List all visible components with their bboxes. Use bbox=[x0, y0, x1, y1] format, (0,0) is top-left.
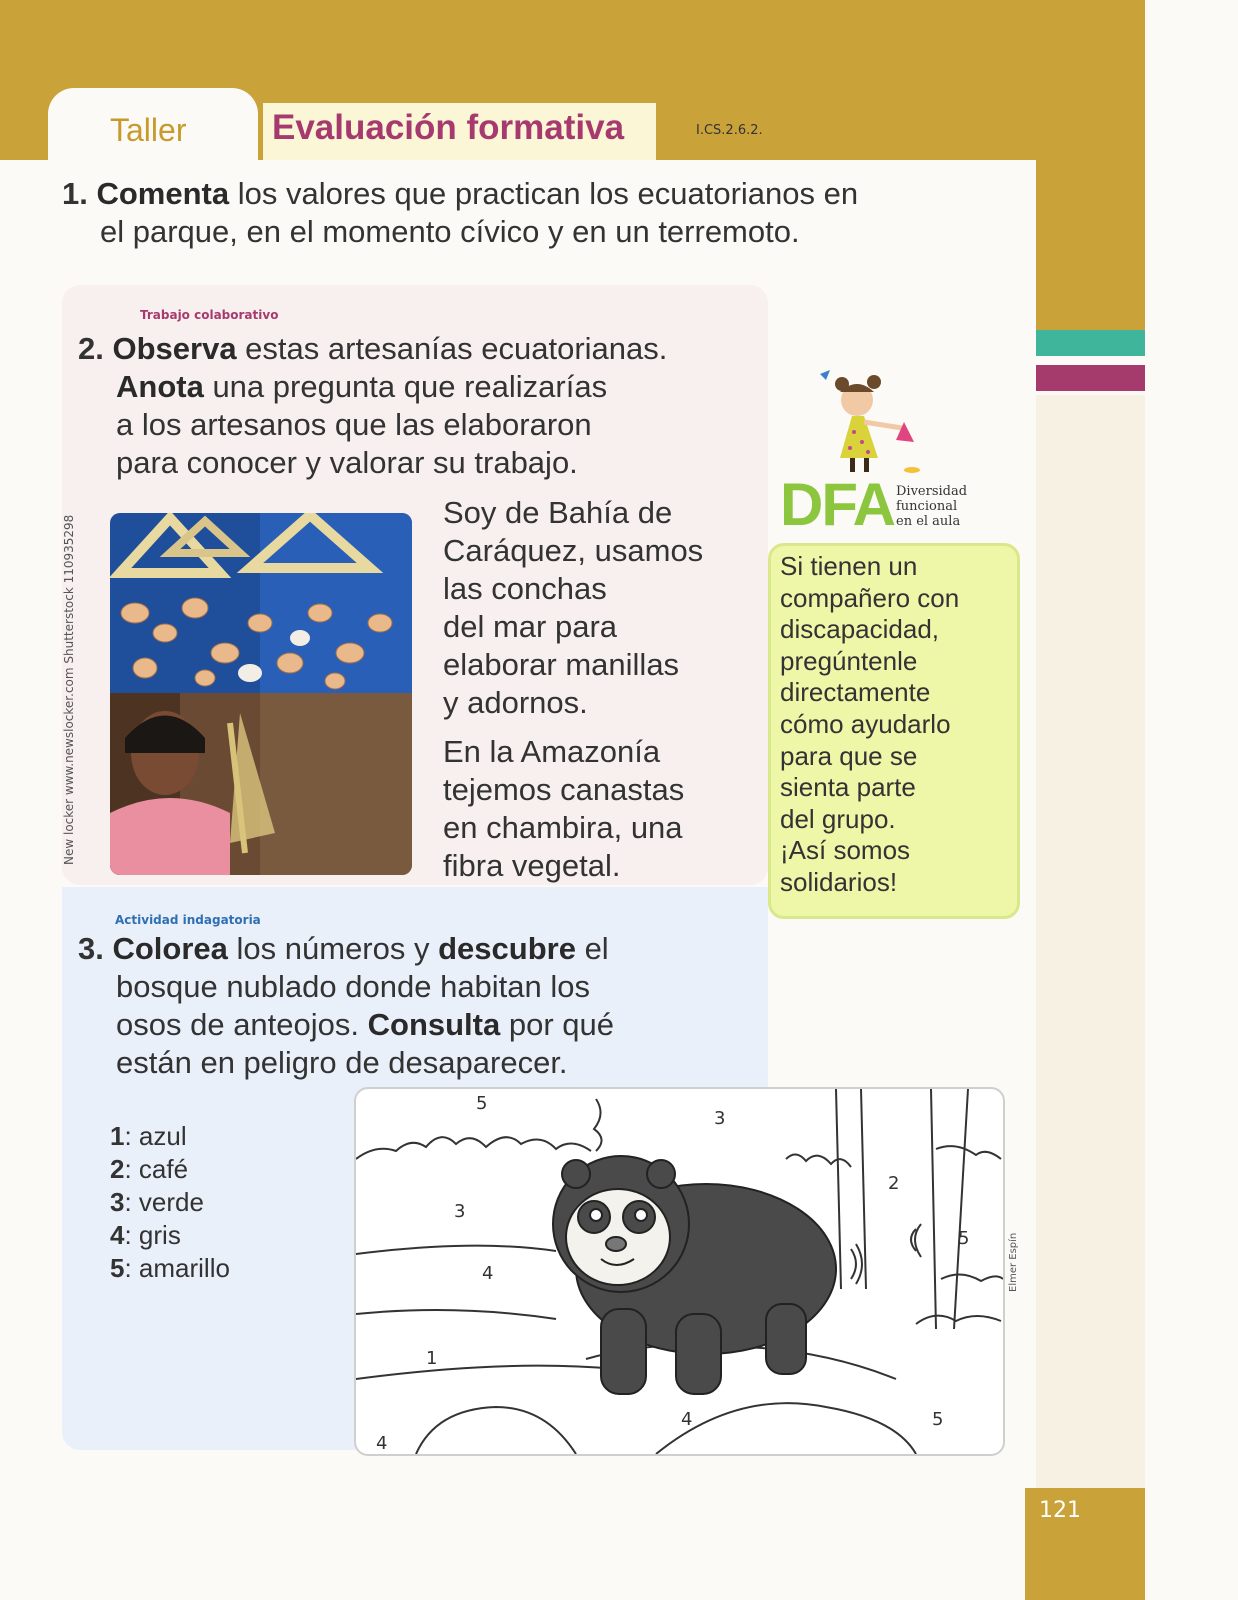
activity-type-label: Trabajo colaborativo bbox=[140, 308, 279, 322]
region-number: 4 bbox=[681, 1409, 693, 1430]
note-line: sienta parte bbox=[780, 772, 916, 803]
craft-description-2 bbox=[443, 733, 733, 885]
teal-stripe bbox=[1036, 330, 1145, 356]
note-line: solidarios! bbox=[780, 866, 898, 897]
legend-item: 3: verde bbox=[110, 1187, 204, 1217]
note-line: del grupo. bbox=[780, 803, 896, 834]
q3-text: el bbox=[575, 931, 609, 966]
q2-line3: a los artesanos que las elaboraron bbox=[116, 407, 592, 442]
girl-illustration bbox=[812, 362, 942, 482]
question-2 bbox=[78, 330, 738, 482]
note-line: discapacidad, bbox=[780, 614, 939, 645]
q3-text: por qué bbox=[500, 1007, 615, 1042]
region-number: 1 bbox=[426, 1348, 438, 1369]
verb-colorea: Colorea bbox=[112, 931, 228, 966]
legend-color: amarillo bbox=[138, 1253, 230, 1283]
question-3 bbox=[78, 930, 738, 1082]
legend-color: café bbox=[138, 1154, 189, 1184]
q2-line4: para conocer y valorar su trabajo. bbox=[116, 445, 578, 480]
dfa-note-text bbox=[780, 551, 1012, 899]
verb-consulta: Consulta bbox=[367, 1007, 501, 1042]
text-line: fibra vegetal. bbox=[443, 848, 621, 883]
dfa-subtitle-line: Diversidad bbox=[896, 484, 968, 499]
verb-observa: Observa bbox=[112, 331, 237, 366]
q3-text: osos de anteojos. bbox=[116, 1007, 368, 1042]
q3-text: los números y bbox=[227, 931, 439, 966]
text-line: en chambira, una bbox=[443, 810, 683, 845]
region-number: 5 bbox=[958, 1228, 970, 1249]
photo-credit: New locker www.newslocker.com Shutterstock 110935298 bbox=[62, 514, 76, 865]
text-line: En la Amazonía bbox=[443, 734, 661, 769]
legend-item: 2: café bbox=[110, 1154, 189, 1184]
dfa-subtitle bbox=[896, 484, 967, 529]
region-number: 5 bbox=[476, 1093, 488, 1114]
legend-item: 1: azul bbox=[110, 1121, 187, 1151]
page-number: 121 bbox=[1039, 1498, 1081, 1523]
q2-line1: estas artesanías ecuatorianas. bbox=[236, 331, 668, 366]
right-color-band bbox=[1032, 0, 1145, 340]
region-number: 2 bbox=[888, 1173, 900, 1194]
legend-color: verde bbox=[138, 1187, 204, 1217]
legend-color: gris bbox=[138, 1220, 181, 1250]
dfa-subtitle-line: funcional bbox=[896, 499, 958, 514]
region-number: 4 bbox=[482, 1263, 494, 1284]
q3-line2: bosque nublado donde habitan los bbox=[116, 969, 591, 1004]
legend-color: azul bbox=[138, 1121, 187, 1151]
dfa-logo: DFA bbox=[780, 471, 894, 538]
text-line: tejemos canastas bbox=[443, 772, 685, 807]
right-margin bbox=[1036, 395, 1145, 1495]
legend-item: 4: gris bbox=[110, 1220, 181, 1250]
dfa-subtitle-line: en el aula bbox=[896, 514, 961, 529]
magenta-stripe bbox=[1036, 365, 1145, 391]
legend-number: 3 bbox=[110, 1187, 125, 1217]
note-line: ¡Así somos bbox=[780, 835, 911, 866]
text-line: Caráquez, usamos bbox=[443, 533, 704, 568]
q1-line1: los valores que practican los ecuatorianos en bbox=[229, 176, 859, 211]
text-line: las conchas bbox=[443, 571, 607, 606]
legend-number: 5 bbox=[110, 1253, 125, 1283]
curriculum-code: I.CS.2.6.2. bbox=[696, 123, 763, 138]
craft-description-1 bbox=[443, 494, 733, 722]
page-number-box bbox=[1025, 1488, 1145, 1600]
legend-item: 5: amarillo bbox=[110, 1253, 230, 1283]
verb-descubre: descubre bbox=[438, 931, 576, 966]
note-line: directamente bbox=[780, 677, 931, 708]
activity-type-label: Actividad indagatoria bbox=[115, 913, 261, 927]
text-line: y adornos. bbox=[443, 685, 588, 720]
verb-anota: Anota bbox=[116, 369, 204, 404]
text-line: del mar para bbox=[443, 609, 618, 644]
crafts-photo bbox=[110, 513, 412, 875]
note-line: cómo ayudarlo bbox=[780, 708, 951, 739]
text-line: elaborar manillas bbox=[443, 647, 680, 682]
question-number: 3. bbox=[78, 931, 104, 966]
text-line: Soy de Bahía de bbox=[443, 495, 673, 530]
q1-line2: el parque, en el momento cívico y en un terremoto. bbox=[100, 214, 800, 249]
q2-line2: una pregunta que realizarías bbox=[203, 369, 608, 404]
bear-coloring-picture bbox=[354, 1087, 1005, 1456]
q3-line4: están en peligro de desaparecer. bbox=[116, 1045, 568, 1080]
note-line: para que se bbox=[780, 740, 918, 771]
legend-number: 4 bbox=[110, 1220, 125, 1250]
question-number: 2. bbox=[78, 331, 104, 366]
note-line: Si tienen un bbox=[780, 551, 918, 581]
taller-title: Taller bbox=[110, 112, 187, 148]
region-number: 4 bbox=[376, 1433, 388, 1454]
region-number: 3 bbox=[454, 1201, 466, 1222]
note-line: compañero con bbox=[780, 582, 960, 613]
color-legend bbox=[110, 1120, 230, 1285]
illustrator-credit: Elmer Espín bbox=[1008, 1232, 1019, 1292]
verb-comenta: Comenta bbox=[96, 176, 230, 211]
note-line: pregúntenle bbox=[780, 645, 918, 676]
evaluation-title: Evaluación formativa bbox=[272, 108, 625, 147]
question-1 bbox=[62, 175, 962, 251]
legend-number: 2 bbox=[110, 1154, 125, 1184]
question-number: 1. bbox=[62, 176, 88, 211]
legend-number: 1 bbox=[110, 1121, 125, 1151]
region-number: 3 bbox=[714, 1108, 726, 1129]
region-number: 5 bbox=[932, 1409, 944, 1430]
